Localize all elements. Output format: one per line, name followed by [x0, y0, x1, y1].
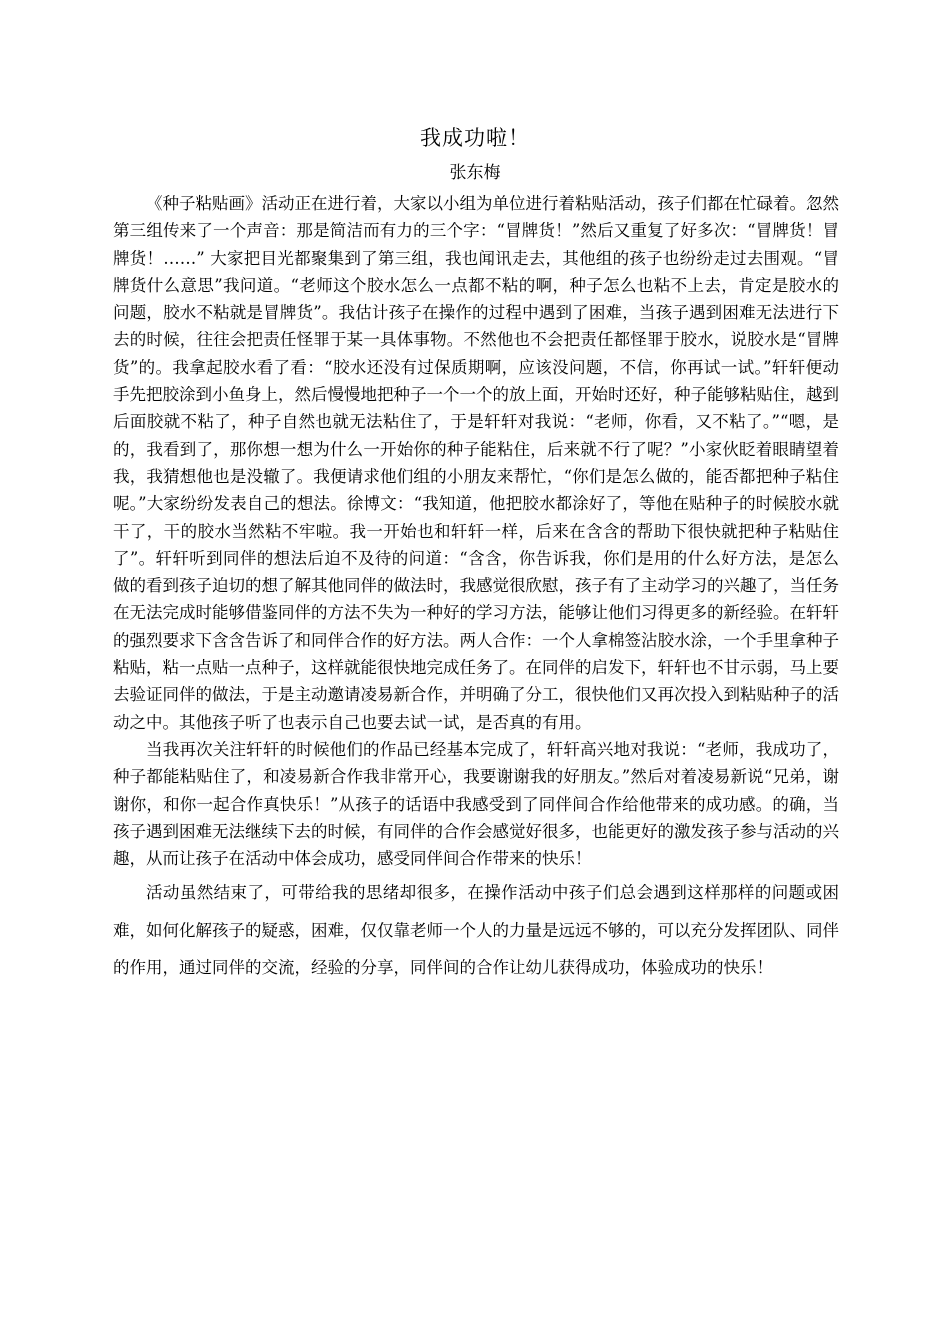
paragraph-2: 当我再次关注轩轩的时候他们的作品已经基本完成了，轩轩高兴地对我说：“老师，我成功了，种子都能粘贴住了，和凌易新合作我非常开心，我要谢谢我的好朋友。”然后对着凌易新说“兄弟，谢谢你，和你一起合作真快乐！”从孩子的话语中我感受到了同伴间合作给他带来的成功感。的确，当孩子遇到困难无法继续下去的时候，有同伴的合作会感觉好很多，也能更好的激发孩子参与活动的兴趣，从而让孩子在活动中体会成功，感受同伴间合作带来的快乐！ [113, 739, 839, 869]
document-body [113, 190, 839, 987]
document-title: 我成功啦！ [420, 126, 530, 150]
paragraph-3: 活动虽然结束了，可带给我的思绪却很多，在操作活动中孩子们总会遇到这样那样的问题或困难，如何化解孩子的疑惑，困难，仅仅靠老师一个人的力量是远远不够的，可以充分发挥团队、同伴的作用，通过同伴的交流，经验的分享，同伴间的合作让幼儿获得成功，体验成功的快乐！ [113, 883, 839, 978]
paragraph-1: 《种子粘贴画》活动正在进行着，大家以小组为单位进行着粘贴活动，孩子们都在忙碌着。忽然第三组传来了一个声音：那是简洁而有力的三个字：“冒牌货！”然后又重复了好多次：“冒牌货！冒牌货！……” 大家把目光都聚集到了第三组，我也闻讯走去，其他组的孩子也纷纷走过去围观。“冒牌货什么意思”我问道。“老师这个胶水怎么一点都不粘的啊，种子怎么也粘不上去，肯定是胶水的问题，胶水不粘就是冒牌货”。我估计孩子在操作的过程中遇到了困难，当孩子遇到困难无法进行下去的时候，往往会把责任怪罪于某一具体事物。不然他也不会把责任都怪罪于胶水，说胶水是“冒牌货”的。我拿起胶水看了看：“胶水还没有过保质期啊，应该没问题，不信，你再试一试。”轩轩便动手先把胶涂到小鱼身上，然后慢慢地把种子一个一个的放上面，开始时还好，种子能够粘贴住，越到后面胶就不粘了，种子自然也就无法粘住了，于是轩轩对我说：“老师，你看，又不粘了。”“嗯，是的，我看到了，那你想一想为什么一开始你的种子能粘住，后来就不行了呢？”小家伙眨着眼睛望着我，我猜想他也是没辙了。我便请求他们组的小朋友来帮忙，“你们是怎么做的，能否都把种子粘住呢。”大家纷纷发表自己的想法。徐博文：“我知道，他把胶水都涂好了，等他在贴种子的时候胶水就干了，干的胶水当然粘不牢啦。我一开始也和轩轩一样，后来在含含的帮助下很快就把种子粘贴住了”。轩轩听到同伴的想法后迫不及待的问道：“含含，你告诉我，你们是用的什么好方法，是怎么做的看到孩子迫切的想了解其他同伴的做法时，我感觉很欣慰，孩子有了主动学习的兴趣了，当任务在无法完成时能够借鉴同伴的方法不失为一种好的学习方法，能够让他们习得更多的新经验。在轩轩的强烈要求下含含告诉了和同伴合作的好方法。两人合作：一个人拿棉签沾胶水涂，一个手里拿种子粘贴，粘一点贴一点种子，这样就能很快地完成任务了。在同伴的启发下，轩轩也不甘示弱，马上要去验证同伴的做法，于是主动邀请凌易新合作，并明确了分工，很快他们又再次投入到粘贴种子的活动之中。其他孩子听了也表示自己也要去试一试，是否真的有用。 [113, 194, 839, 732]
document-author: 张东梅 [449, 163, 501, 183]
